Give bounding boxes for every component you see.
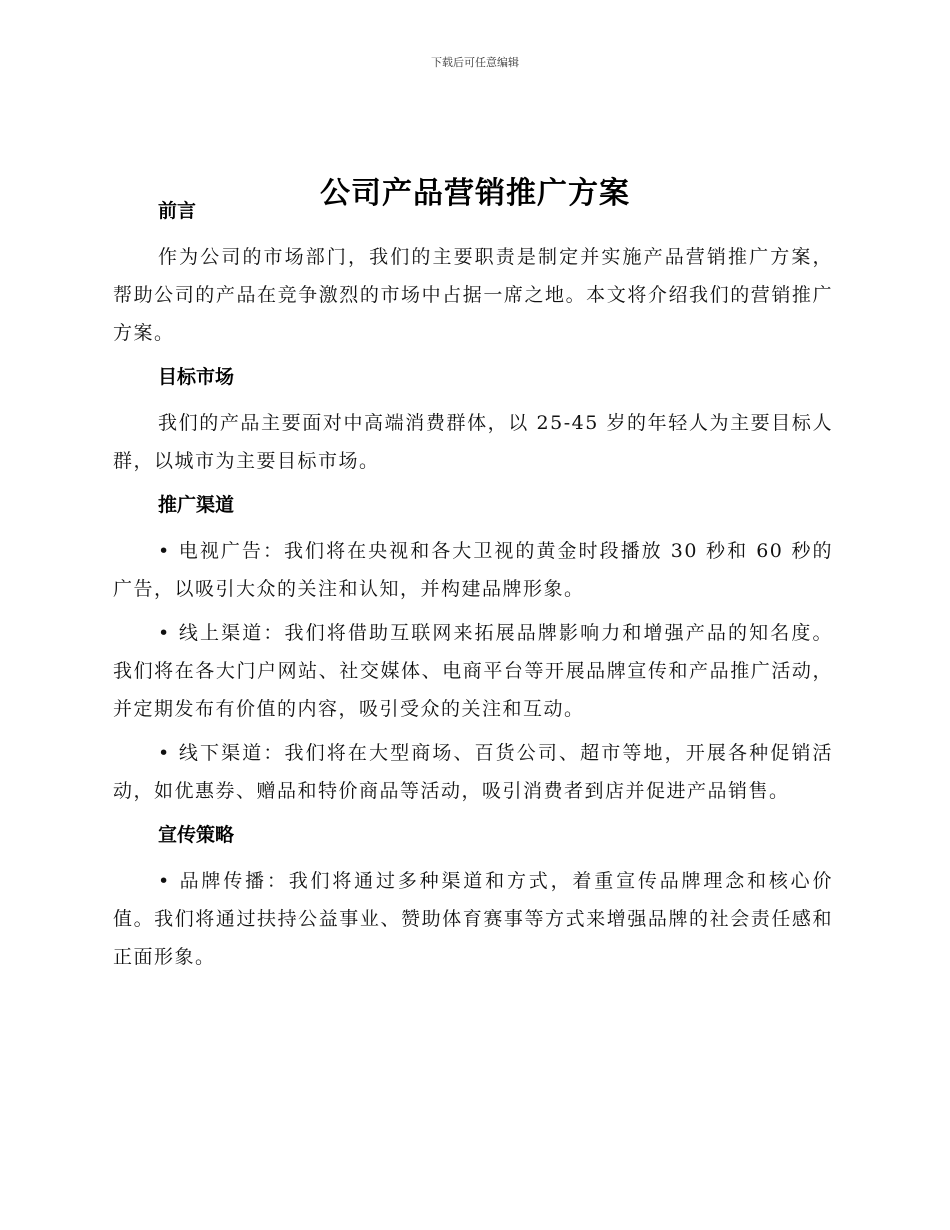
section-heading: 宣传策略: [158, 824, 235, 846]
bullet-paragraph: • 线下渠道：我们将在大型商场、百货公司、超市等地，开展各种促销活动，如优惠券、赠品和特价商品等活动，吸引消费者到店并促进产品销售。: [113, 742, 833, 802]
section-heading: 前言: [158, 200, 197, 222]
section-preface: [113, 196, 833, 362]
paragraph: 作为公司的市场部门，我们的主要职责是制定并实施产品营销推广方案，帮助公司的产品在竞争激烈的市场中占据一席之地。本文将介绍我们的营销推广方案。: [113, 246, 833, 344]
section-target-market: [113, 362, 833, 490]
paragraph: 我们的产品主要面对中高端消费群体，以 25-45 岁的年轻人为主要目标人群，以城市为主要目标市场。: [113, 412, 833, 472]
page-header-note: 下载后可任意编辑: [431, 56, 519, 69]
bullet-paragraph: • 线上渠道：我们将借助互联网来拓展品牌影响力和增强产品的知名度。我们将在各大门户网站、社交媒体、电商平台等开展品牌宣传和产品推广活动，并定期发布有价值的内容，吸引受众的关注和互动。: [113, 622, 833, 720]
section-heading: 推广渠道: [158, 494, 235, 516]
bullet-paragraph: • 品牌传播：我们将通过多种渠道和方式，着重宣传品牌理念和核心价值。我们将通过扶持公益事业、赞助体育赛事等方式来增强品牌的社会责任感和正面形象。: [113, 870, 833, 968]
section-promotion-strategy: [113, 820, 833, 976]
document-body: [113, 196, 833, 976]
document-title: 公司产品营销推广方案: [320, 176, 630, 212]
section-heading: 目标市场: [158, 366, 235, 388]
bullet-paragraph: • 电视广告：我们将在央视和各大卫视的黄金时段播放 30 秒和 60 秒的广告，以吸引大众的关注和认知，并构建品牌形象。: [113, 540, 833, 600]
section-channels: [113, 490, 833, 820]
